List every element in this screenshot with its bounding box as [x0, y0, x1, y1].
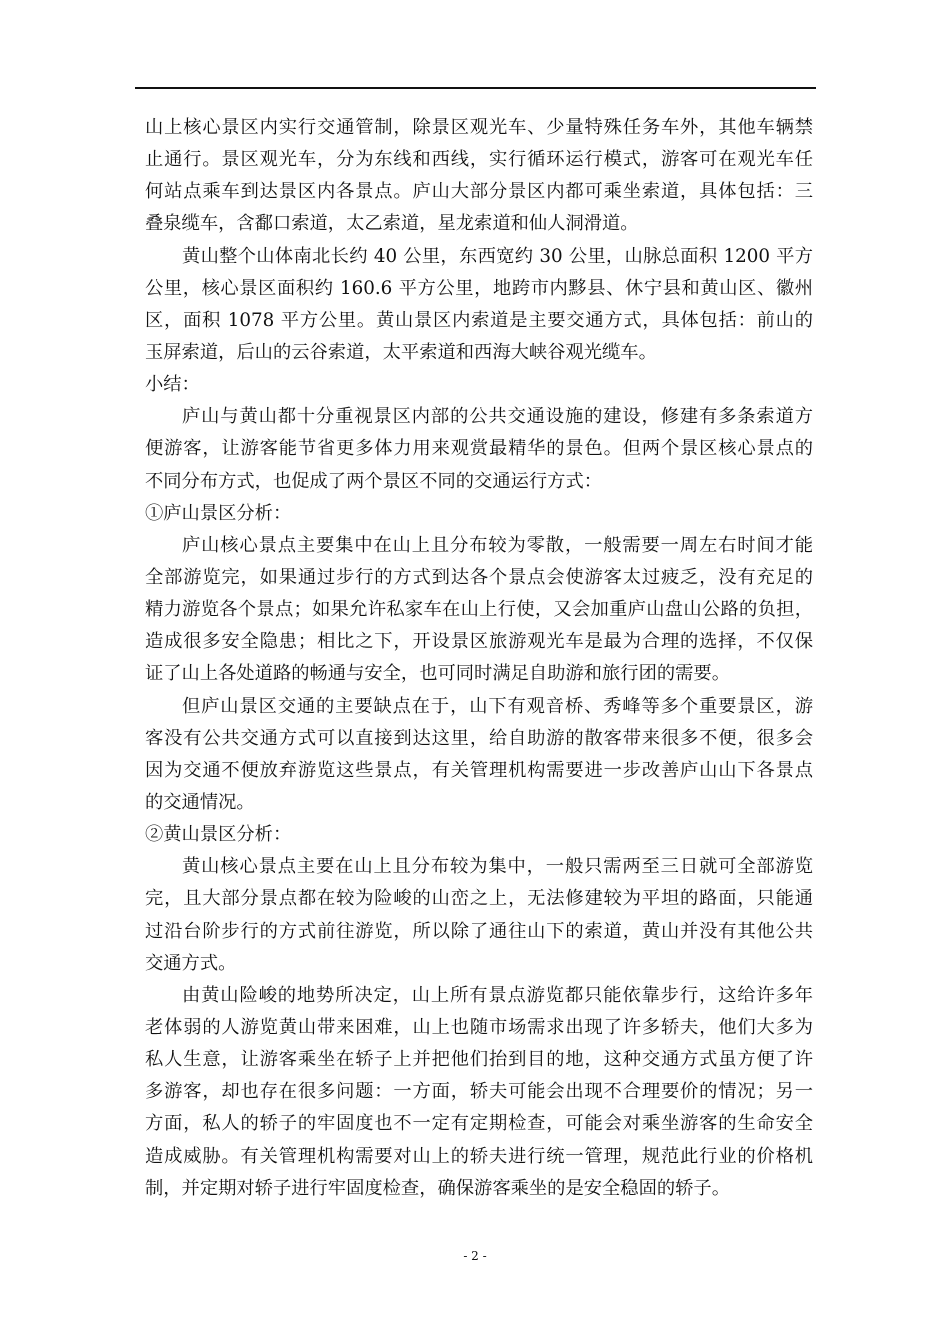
text-line: 因为交通不便放弃游览这些景点，有关管理机构需要进一步改善庐山山下各景点 — [145, 759, 813, 781]
paragraph — [145, 498, 813, 530]
document-body — [145, 112, 813, 1205]
text-line: 私人生意，让游客乘坐在轿子上并把他们抬到目的地，这种交通方式虽方便了许 — [145, 1049, 813, 1071]
text-line: 黄山核心景点主要在山上且分布较为集中，一般只需两至三日就可全部游览 — [182, 856, 813, 878]
text-line: 黄山整个山体南北长约 40 公里，东西宽约 30 公里，山脉总面积 1200 平方 — [182, 245, 813, 267]
text-line: 叠泉缆车，含鄱口索道，太乙索道，星龙索道和仙人洞滑道。 — [145, 213, 639, 235]
text-line: 完，且大部分景点都在较为险峻的山峦之上，无法修建较为平坦的路面，只能通 — [145, 888, 813, 910]
paragraph — [145, 980, 813, 1205]
text-line: 全部游览完，如果通过步行的方式到达各个景点会使游客太过疲乏，没有充足的 — [145, 566, 813, 588]
text-line: 客没有公共交通方式可以直接到达这里，给自助游的散客带来很多不便，很多会 — [145, 727, 813, 749]
text-line: 精力游览各个景点；如果允许私家车在山上行使，又会加重庐山盘山公路的负担， — [145, 599, 813, 621]
page-number: - 2 - — [463, 1249, 487, 1263]
text-line: 证了山上各处道路的畅通与安全，也可同时满足自助游和旅行团的需要。 — [145, 663, 730, 685]
text-line: 庐山核心景点主要集中在山上且分布较为零散，一般需要一周左右时间才能 — [182, 534, 813, 556]
text-line: 何站点乘车到达景区内各景点。庐山大部分景区内都可乘坐索道，具体包括：三 — [145, 181, 813, 203]
text-line: 过沿台阶步行的方式前往游览，所以除了通往山下的索道，黄山并没有其他公共 — [145, 920, 813, 942]
text-line: 制，并定期对轿子进行牢固度检查，确保游客乘坐的是安全稳固的轿子。 — [145, 1177, 730, 1199]
text-line: 庐山与黄山都十分重视景区内部的公共交通设施的建设，修建有多条索道方 — [182, 406, 813, 428]
text-line: 不同分布方式，也促成了两个景区不同的交通运行方式： — [145, 470, 603, 492]
text-line: 便游客，让游客能节省更多体力用来观赏最精华的景色。但两个景区核心景点的 — [145, 438, 813, 460]
text-line: 山上核心景区内实行交通管制，除景区观光车、少量特殊任务车外，其他车辆禁 — [145, 117, 813, 138]
paragraph — [145, 112, 813, 241]
paragraph — [145, 530, 813, 691]
text-line: 多游客，却也存在很多问题：一方面，轿夫可能会出现不合理要价的情况；另一 — [145, 1081, 813, 1103]
text-line: 交通方式。 — [145, 952, 237, 974]
text-line: ②黄山景区分析： — [145, 824, 292, 846]
paragraph — [145, 241, 813, 370]
text-line: 公里，核心景区面积约 160.6 平方公里，地跨市内黟县、休宁县和黄山区、徽州 — [145, 277, 813, 299]
text-line: 玉屏索道，后山的云谷索道，太平索道和西海大峡谷观光缆车。 — [145, 341, 657, 363]
text-line: 由黄山险峻的地势所决定，山上所有景点游览都只能依靠步行，这给许多年 — [182, 984, 813, 1006]
text-line: ①庐山景区分析： — [145, 502, 292, 524]
text-line: 方面，私人的轿子的牢固度也不一定有定期检查，可能会对乘坐游客的生命安全 — [145, 1113, 813, 1135]
text-line: 老体弱的人游览黄山带来困难，山上也随市场需求出现了许多轿夫，他们大多为 — [145, 1016, 813, 1038]
text-line: 止通行。景区观光车，分为东线和西线，实行循环运行模式，游客可在观光车任 — [145, 149, 813, 171]
text-line: 但庐山景区交通的主要缺点在于，山下有观音桥、秀峰等多个重要景区，游 — [182, 695, 813, 717]
text-line: 的交通情况。 — [145, 791, 255, 813]
paragraph — [145, 691, 813, 820]
text-line: 造成威胁。有关管理机构需要对山上的轿夫进行统一管理，规范此行业的价格机 — [145, 1145, 813, 1167]
paragraph — [145, 369, 813, 401]
header-rule — [135, 87, 816, 89]
text-line: 小结： — [145, 374, 200, 396]
paragraph — [145, 401, 813, 497]
text-line: 造成很多安全隐患；相比之下，开设景区旅游观光车是最为合理的选择，不仅保 — [145, 631, 813, 653]
paragraph — [145, 819, 813, 851]
paragraph — [145, 851, 813, 980]
text-line: 区，面积 1078 平方公里。黄山景区内索道是主要交通方式，具体包括：前山的 — [145, 309, 813, 331]
